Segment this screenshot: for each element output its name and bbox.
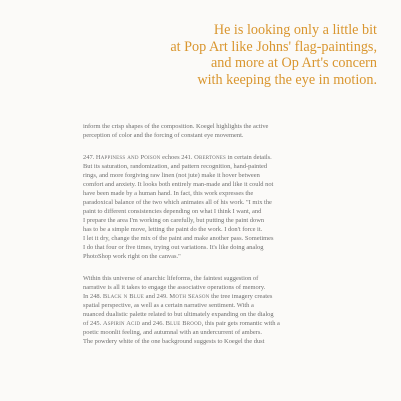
text-line: comfort and anxiety. It looks both entirely man-made and like it could not [83,181,274,188]
artwork-title: Happiness and Poison [95,154,161,161]
body-text [83,122,373,356]
text-fragment: and 246. [140,320,166,327]
text-fragment: of 245. [83,320,103,327]
text-line: poetic moonlit feeling, and autumnal with an undercurrent of ambers. [83,329,262,336]
artwork-title: Black n Blue [102,293,145,300]
text-line [83,319,373,328]
paragraph-3 [83,274,373,346]
pull-quote-line: He is looking only a little bit [213,22,377,38]
artwork-title: Obertones [194,154,227,161]
text-line: I do that four or five times, trying out variations. It's like doing analog [83,244,264,251]
paragraph-1 [83,122,373,140]
text-fragment: and 249. [144,293,170,300]
text-line: Within this universe of anarchic lifeforms, the faintest suggestion of [83,275,259,282]
text-line: has to be a simple move, letting the paint do the work. I don't force it. [83,226,263,233]
text-line: I let it dry, change the mix of the paint and make another pass. Sometimes [83,235,274,242]
text-fragment: In 248. [83,293,103,300]
pull-quote [77,22,377,88]
text-fragment: in certain details. [226,154,272,161]
text-line: perception of color and the forcing of constant eye movement. [83,132,244,139]
text-line: narrative is all it takes to engage the associative operations of memory. [83,284,266,291]
text-line: paradoxical balance of the two which animates all of his work. "I mix the [83,199,272,206]
text-line: have been made by a human hand. In fact, this work expresses the [83,190,254,197]
artwork-title: Blue Brood [165,320,202,327]
text-line: The powdery white of the one background suggests to Koegel the dust [83,338,265,345]
text-fragment: the tree imagery creates [209,293,273,300]
text-fragment: echoes 241. [160,154,195,161]
text-line: But its saturation, randomization, and pattern recognition, hand-painted [83,163,268,170]
artwork-number: 247. [83,154,96,161]
artwork-title: Moth Season [169,293,210,300]
artwork-title: Aspirin Acid [102,320,141,327]
pull-quote-line: at Pop Art like Johns' flag-paintings, [170,38,377,55]
text-line: I prepare the area I'm working on carefully, but putting the paint down [83,217,265,224]
text-line: spatial perspective, as well as a certain narrative sentiment. With a [83,302,254,309]
text-line [83,153,373,162]
pull-quote-line: with keeping the eye in motion. [197,71,377,88]
text-line: paint to different consistencies depending on what I think I want, and [83,208,262,215]
paragraph-2 [83,153,373,261]
text-line: nuanced dualistic palette related to but ultimately expanding on the dialog [83,311,274,318]
pull-quote-line: and more at Op Art's concern [210,55,377,72]
text-fragment: , this pair gets romantic with a [201,320,280,327]
text-line: inform the crisp shapes of the composition. Koegel highlights the active [83,123,269,130]
text-line [83,292,373,301]
text-line: rings, and more forgiving raw linen (not jute) make it hover between [83,172,260,179]
text-line: PhotoShop work right on the canvas." [83,253,181,260]
